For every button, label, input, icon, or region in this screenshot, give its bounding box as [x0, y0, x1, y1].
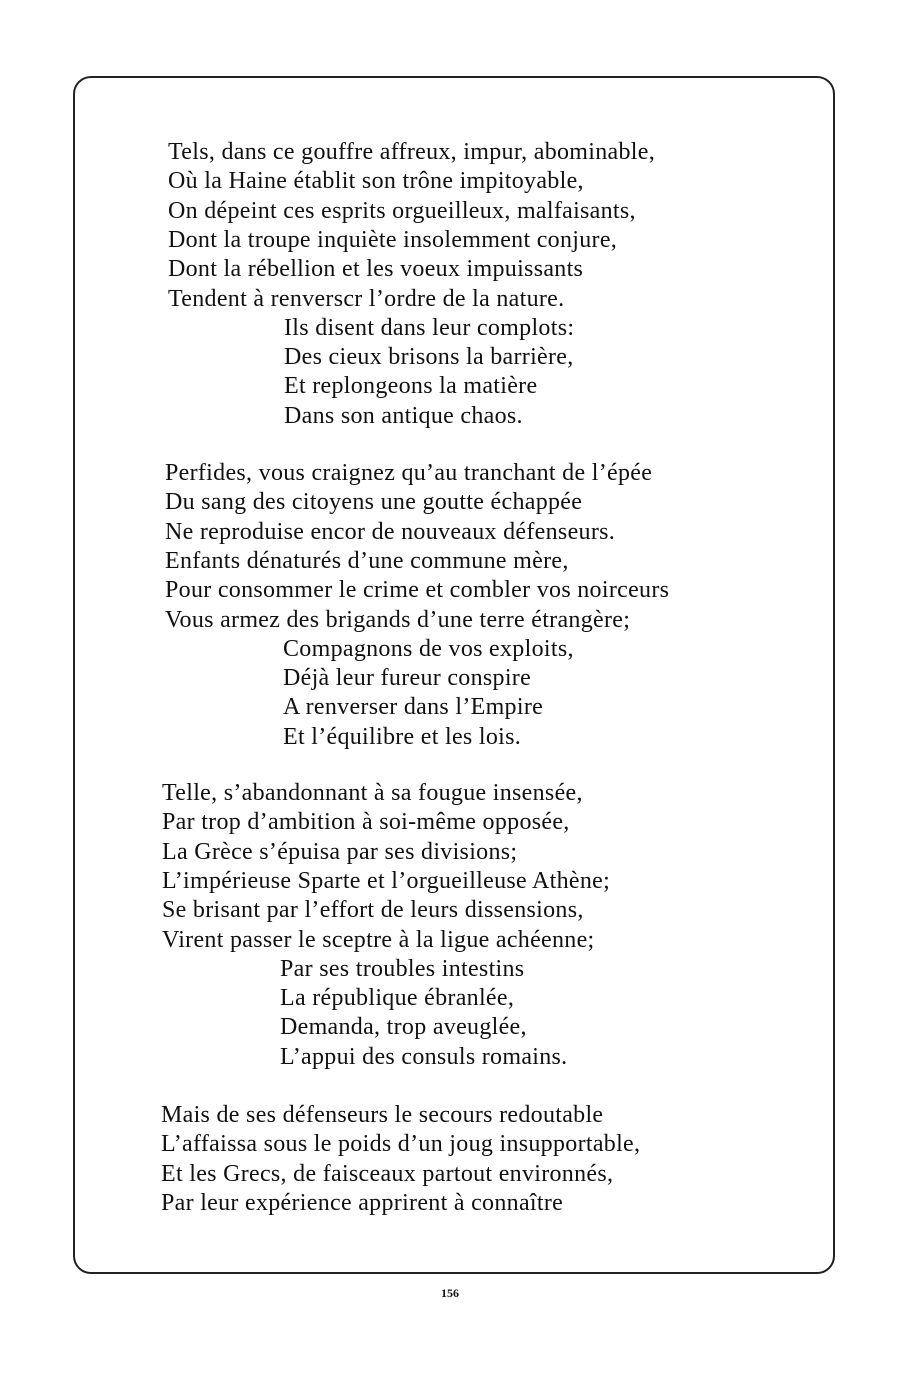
verse-line: Dont la rébellion et les voeux impuissants — [168, 256, 584, 283]
verse-line: A renverser dans l’Empire — [283, 694, 544, 721]
verse-line: Tels, dans ce gouffre affreux, impur, abominable, — [168, 139, 656, 165]
verse-line: Vous armez des brigands d’une terre étrangère; — [165, 606, 631, 633]
verse-line: Pour consommer le crime et combler vos noirceurs — [165, 577, 670, 604]
verse-line: Ils disent dans leur complots: — [284, 314, 575, 341]
verse-line: Mais de ses défenseurs le secours redoutable — [161, 1102, 604, 1128]
verse-line: Où la Haine établit son trône impitoyable, — [168, 168, 584, 195]
verse-line: L’appui des consuls romains. — [280, 1043, 568, 1070]
verse-line: Virent passer le sceptre à la ligue achéenne; — [162, 926, 595, 953]
verse-line: Perfides, vous craignez qu’au tranchant de l’épée — [165, 460, 653, 486]
page-number: 156 — [441, 1286, 459, 1300]
verse-line: On dépeint ces esprits orgueilleux, malfaisants, — [168, 197, 636, 224]
verse-line: Tendent à renverscr l’ordre de la nature. — [168, 285, 565, 312]
verse-line: Telle, s’abandonnant à sa fougue insensée, — [162, 780, 583, 806]
verse-line: L’impérieuse Sparte et l’orgueilleuse Athène; — [162, 867, 611, 894]
verse-line: Déjà leur fureur conspire — [283, 665, 532, 692]
verse-line: Se brisant par l’effort de leurs dissensions, — [162, 897, 584, 924]
verse-line: Et l’équilibre et les lois. — [283, 723, 522, 750]
verse-line: Compagnons de vos exploits, — [283, 635, 574, 662]
verse-line: Et replongeons la matière — [284, 373, 538, 400]
verse-line: La Grèce s’épuisa par ses divisions; — [162, 838, 518, 865]
verse-line: La république ébranlée, — [280, 985, 515, 1012]
verse-line: Par leur expérience apprirent à connaître — [161, 1189, 564, 1216]
verse-line: L’affaissa sous le poids d’un joug insupportable, — [161, 1131, 641, 1158]
verse-line: Dans son antique chaos. — [284, 402, 523, 429]
verse-line: Du sang des citoyens une goutte échappée — [165, 489, 583, 516]
verse-line: Et les Grecs, de faisceaux partout environnés, — [161, 1160, 614, 1187]
verse-line: Enfants dénaturés d’une commune mère, — [165, 547, 569, 574]
verse-line: Par trop d’ambition à soi-même opposée, — [162, 809, 570, 836]
verse-line: Demanda, trop aveuglée, — [280, 1014, 527, 1041]
verse-line: Ne reproduise encor de nouveaux défenseurs. — [165, 518, 616, 545]
verse-line: Par ses troubles intestins — [280, 955, 525, 982]
verse-line: Des cieux brisons la barrière, — [284, 344, 574, 371]
verse-line: Dont la troupe inquiète insolemment conjure, — [168, 226, 618, 253]
